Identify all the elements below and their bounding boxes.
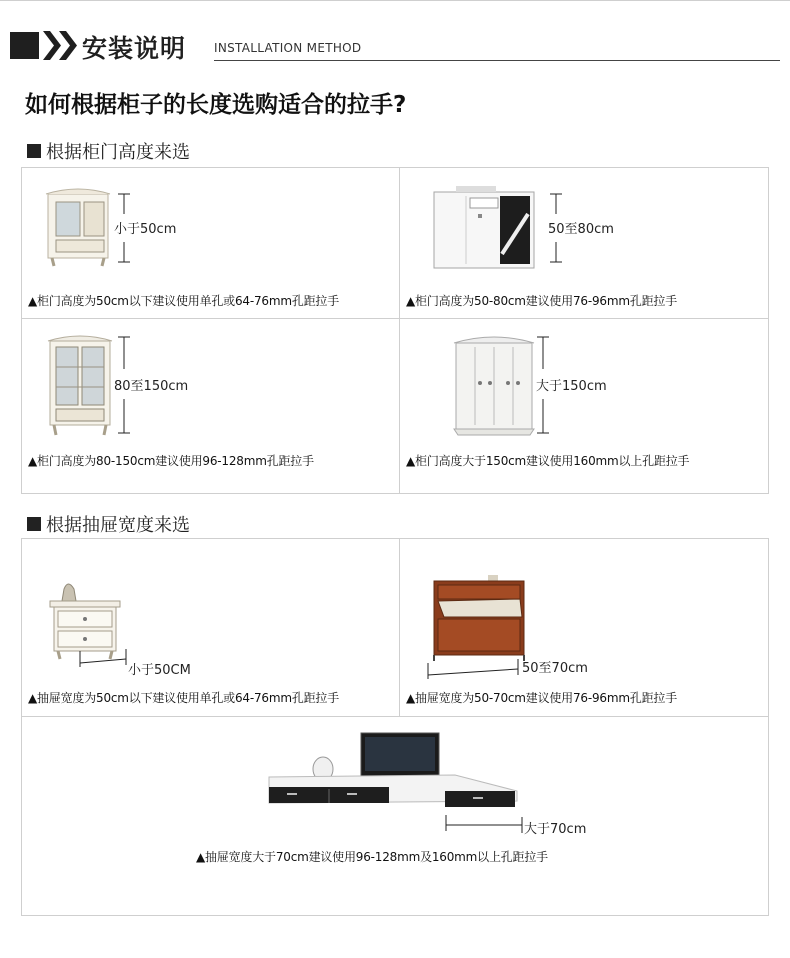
- square-bullet-icon: [27, 517, 41, 531]
- option-card: [400, 319, 768, 493]
- header-title: 安装说明: [82, 34, 187, 63]
- measure-label: 50至80cm: [548, 222, 614, 237]
- option-caption: ▲抽屉宽度大于70cm建议使用96-128mm及160mm以上孔距拉手: [196, 850, 548, 864]
- small-cabinet-illustration: [44, 188, 114, 268]
- width-bracket-icon: [80, 645, 126, 673]
- measure-label: 80至150cm: [114, 379, 189, 394]
- option-card: [22, 717, 768, 915]
- square-block-icon: [10, 32, 39, 59]
- width-bracket-icon: [428, 655, 518, 681]
- option-caption: ▲柜门高度为50-80cm建议使用76-96mm孔距拉手: [406, 294, 678, 308]
- section-title-text: 根据抽屉宽度来选: [46, 515, 190, 536]
- option-card: [400, 168, 768, 318]
- option-card: [22, 539, 399, 716]
- option-caption: ▲柜门高度大于150cm建议使用160mm以上孔距拉手: [406, 454, 690, 468]
- section-header: [10, 28, 780, 64]
- option-card: [22, 319, 399, 493]
- measure-label: 大于150cm: [536, 379, 607, 394]
- option-caption: ▲柜门高度为50cm以下建议使用单孔或64-76mm孔距拉手: [28, 294, 340, 308]
- option-card: [400, 539, 768, 716]
- measure-label: 小于50CM: [128, 663, 191, 678]
- door-height-grid: [21, 167, 769, 494]
- shoe-cabinet-illustration: [430, 184, 540, 272]
- measure-label: 大于70cm: [524, 822, 587, 837]
- tv-stand-illustration: [267, 731, 519, 811]
- measure-label: 50至70cm: [522, 661, 588, 676]
- measure-label: 小于50cm: [114, 222, 177, 237]
- chevron-right-icon: [59, 31, 77, 60]
- page-question: 如何根据柜子的长度选购适合的拉手?: [25, 92, 407, 118]
- section-title-drawer-width: [27, 511, 190, 537]
- option-caption: ▲抽屉宽度为50cm以下建议使用单孔或64-76mm孔距拉手: [28, 691, 340, 705]
- square-bullet-icon: [27, 144, 41, 158]
- top-rule: [0, 0, 790, 1]
- option-card: [22, 168, 399, 318]
- section-title-text: 根据柜门高度来选: [46, 142, 190, 163]
- drawer-width-grid: [21, 538, 769, 916]
- option-caption: ▲柜门高度为80-150cm建议使用96-128mm孔距拉手: [28, 454, 314, 468]
- wooden-shoe-cabinet-illustration: [430, 575, 530, 661]
- header-rule: [214, 60, 780, 61]
- header-subtitle: INSTALLATION METHOD: [214, 41, 362, 55]
- width-bracket-icon: [446, 813, 522, 839]
- option-caption: ▲抽屉宽度为50-70cm建议使用76-96mm孔距拉手: [406, 691, 678, 705]
- display-cabinet-illustration: [44, 331, 116, 437]
- wardrobe-illustration: [450, 333, 538, 437]
- section-title-door-height: [27, 138, 190, 164]
